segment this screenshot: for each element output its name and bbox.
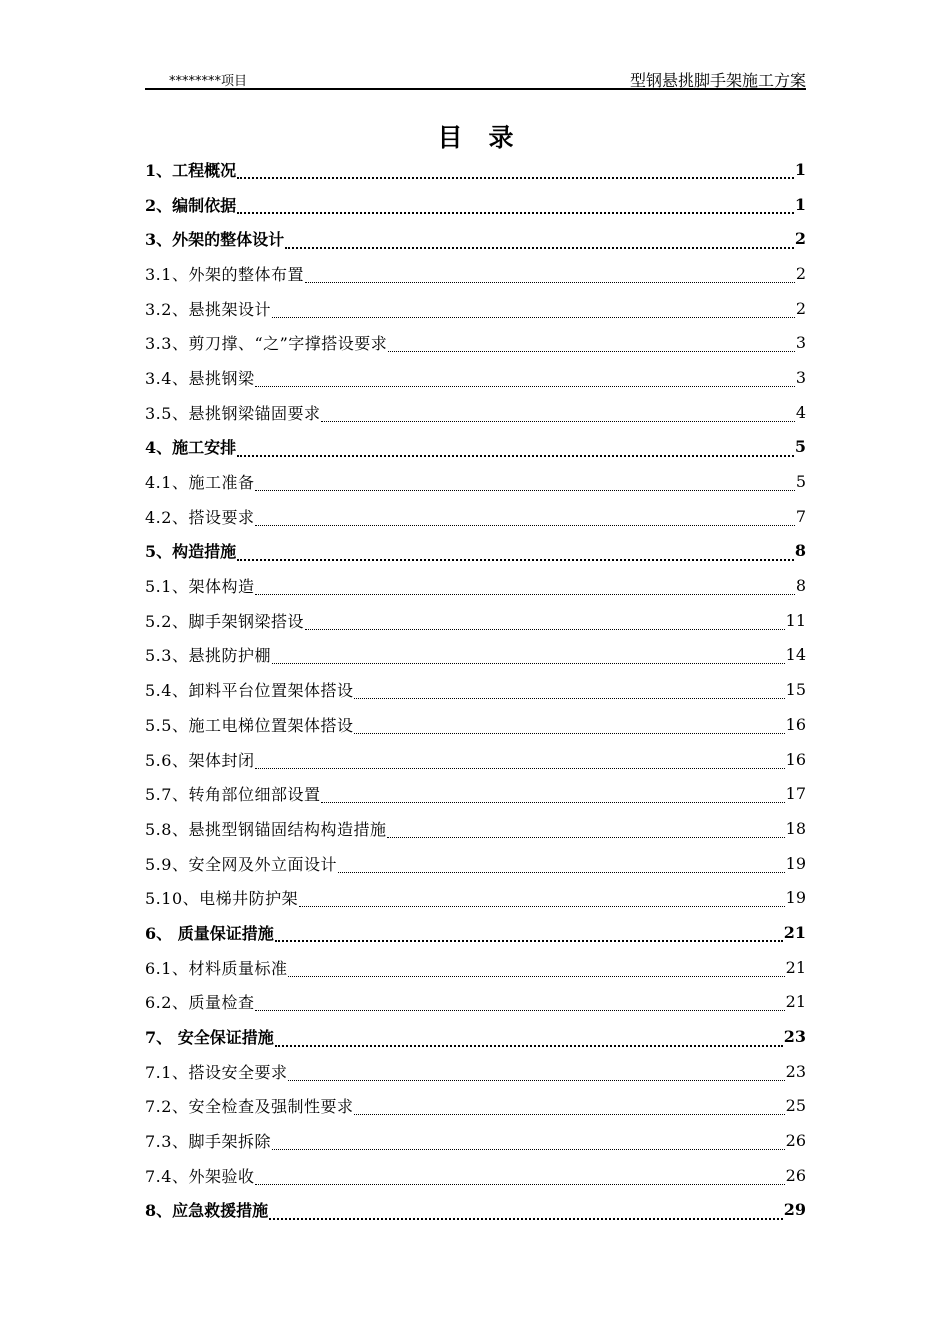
toc-entry-label: 5.10、电梯井防护架 bbox=[145, 889, 299, 909]
toc-entry-label: 5.5、施工电梯位置架体搭设 bbox=[145, 715, 354, 735]
toc-entry-label: 6、 质量保证措施 bbox=[145, 923, 274, 943]
toc-entry-page-number: 19 bbox=[785, 853, 806, 873]
toc-entry-page-number: 14 bbox=[785, 645, 806, 665]
toc-entry-page-number: 11 bbox=[785, 610, 806, 630]
toc-entry-label: 5.6、架体封闭 bbox=[145, 750, 255, 770]
toc-entry[interactable] bbox=[145, 1123, 806, 1158]
toc-entry[interactable] bbox=[145, 672, 806, 707]
toc-entry-page-number: 2 bbox=[795, 263, 806, 283]
toc-dot-leader bbox=[255, 476, 794, 491]
toc-entry-page-number: 4 bbox=[795, 402, 806, 422]
toc-dot-leader bbox=[255, 372, 794, 387]
toc-entry-page-number: 16 bbox=[785, 749, 806, 769]
toc-entry[interactable] bbox=[145, 360, 806, 395]
toc-dot-leader bbox=[387, 823, 784, 838]
toc-entry[interactable] bbox=[145, 776, 806, 811]
toc-dot-leader bbox=[275, 1031, 783, 1047]
toc-dot-leader bbox=[255, 580, 794, 595]
toc-entry[interactable] bbox=[145, 1019, 806, 1054]
toc-entry-label: 5.3、悬挑防护棚 bbox=[145, 646, 271, 666]
toc-entry[interactable] bbox=[145, 1158, 806, 1193]
toc-entry-page-number: 23 bbox=[783, 1027, 806, 1047]
toc-entry[interactable] bbox=[145, 707, 806, 742]
toc-entry-page-number: 19 bbox=[785, 888, 806, 908]
toc-entry-page-number: 5 bbox=[795, 472, 806, 492]
toc-entry-page-number: 21 bbox=[785, 992, 806, 1012]
toc-entry[interactable] bbox=[145, 568, 806, 603]
toc-entry-page-number: 17 bbox=[785, 784, 806, 804]
toc-entry-label: 4、施工安排 bbox=[145, 438, 237, 458]
toc-dot-leader bbox=[299, 892, 785, 907]
toc-entry-page-number: 21 bbox=[785, 957, 806, 977]
toc-entry-label: 5.9、安全网及外立面设计 bbox=[145, 854, 337, 874]
toc-entry-label: 3.2、悬挑架设计 bbox=[145, 299, 271, 319]
toc-dot-leader bbox=[288, 962, 784, 977]
toc-entry[interactable] bbox=[145, 638, 806, 673]
toc-entry[interactable] bbox=[145, 811, 806, 846]
toc-entry[interactable] bbox=[145, 187, 806, 222]
toc-entry-label: 5.4、卸料平台位置架体搭设 bbox=[145, 681, 354, 701]
toc-dot-leader bbox=[255, 754, 784, 769]
toc-entry[interactable] bbox=[145, 985, 806, 1020]
toc-entry-page-number: 1 bbox=[794, 159, 806, 179]
toc-entry-label: 8、应急救援措施 bbox=[145, 1201, 269, 1221]
toc-entry-label: 7.1、搭设安全要求 bbox=[145, 1062, 288, 1082]
toc-entry[interactable] bbox=[145, 499, 806, 534]
toc-dot-leader bbox=[237, 545, 794, 561]
toc-dot-leader bbox=[305, 615, 785, 630]
toc-entry-page-number: 5 bbox=[794, 437, 806, 457]
toc-entry-label: 3.3、剪刀撑、“之”字撑搭设要求 bbox=[145, 334, 388, 354]
toc-entry-page-number: 8 bbox=[794, 541, 806, 561]
toc-entry-label: 4.1、施工准备 bbox=[145, 473, 255, 493]
toc-entry-label: 3.4、悬挑钢梁 bbox=[145, 368, 255, 388]
toc-entry-page-number: 3 bbox=[795, 367, 806, 387]
toc-dot-leader bbox=[275, 926, 783, 942]
toc-dot-leader bbox=[237, 198, 794, 214]
toc-entry-page-number: 23 bbox=[785, 1061, 806, 1081]
toc-entry[interactable] bbox=[145, 395, 806, 430]
toc-entry-page-number: 8 bbox=[795, 576, 806, 596]
toc-entry-label: 4.2、搭设要求 bbox=[145, 507, 255, 527]
toc-entry-page-number: 2 bbox=[794, 229, 806, 249]
toc-dot-leader bbox=[305, 268, 795, 283]
toc-dot-leader bbox=[255, 511, 794, 526]
toc-entry-label: 7、 安全保证措施 bbox=[145, 1028, 274, 1048]
toc-entry-label: 2、编制依据 bbox=[145, 195, 237, 215]
toc-entry[interactable] bbox=[145, 603, 806, 638]
toc-entry-label: 5.7、转角部位细部设置 bbox=[145, 785, 321, 805]
toc-entry-page-number: 2 bbox=[795, 298, 806, 318]
toc-entry-page-number: 18 bbox=[785, 818, 806, 838]
toc-entry[interactable] bbox=[145, 152, 806, 187]
toc-entry[interactable] bbox=[145, 1193, 806, 1228]
toc-dot-leader bbox=[388, 337, 795, 352]
toc-dot-leader bbox=[354, 684, 784, 699]
toc-entry[interactable] bbox=[145, 1054, 806, 1089]
toc-entry[interactable] bbox=[145, 430, 806, 465]
header-project-name: ********项目 bbox=[169, 74, 248, 89]
toc-entry[interactable] bbox=[145, 325, 806, 360]
toc-entry-page-number: 3 bbox=[795, 333, 806, 353]
toc-dot-leader bbox=[272, 1135, 785, 1150]
header-document-title: 型钢悬挑脚手架施工方案 bbox=[629, 71, 806, 90]
toc-title: 目录 bbox=[437, 123, 540, 152]
toc-dot-leader bbox=[338, 858, 785, 873]
toc-entry[interactable] bbox=[145, 464, 806, 499]
toc-entry-label: 5.8、悬挑型钢锚固结构构造措施 bbox=[145, 819, 387, 839]
toc-entry-page-number: 26 bbox=[785, 1165, 806, 1185]
toc-entry[interactable] bbox=[145, 291, 806, 326]
toc-entry[interactable] bbox=[145, 221, 806, 256]
toc-dot-leader bbox=[255, 1170, 784, 1185]
toc-entry-page-number: 16 bbox=[785, 714, 806, 734]
toc-dot-leader bbox=[272, 649, 785, 664]
toc-entry-label: 6.1、材料质量标准 bbox=[145, 958, 288, 978]
toc-entry[interactable] bbox=[145, 915, 806, 950]
toc-entry-page-number: 25 bbox=[785, 1096, 806, 1116]
toc-entry-page-number: 29 bbox=[783, 1200, 806, 1220]
toc-dot-leader bbox=[255, 996, 784, 1011]
toc-dot-leader bbox=[237, 441, 794, 457]
toc-entry-label: 5、构造措施 bbox=[145, 542, 237, 562]
toc-entry-label: 7.4、外架验收 bbox=[145, 1166, 255, 1186]
toc-entry-page-number: 15 bbox=[785, 680, 806, 700]
toc-entry-label: 7.2、安全检查及强制性要求 bbox=[145, 1097, 354, 1117]
toc-dot-leader bbox=[354, 1100, 784, 1115]
toc-entry[interactable] bbox=[145, 742, 806, 777]
toc-entry[interactable] bbox=[145, 256, 806, 291]
toc-dot-leader bbox=[354, 719, 784, 734]
toc-dot-leader bbox=[285, 233, 794, 249]
toc-entry-page-number: 7 bbox=[795, 506, 806, 526]
toc-entry[interactable] bbox=[145, 1089, 806, 1124]
toc-entry-label: 1、工程概况 bbox=[145, 160, 237, 180]
toc-entry[interactable] bbox=[145, 880, 806, 915]
toc-entry[interactable] bbox=[145, 534, 806, 569]
toc-entry-label: 7.3、脚手架拆除 bbox=[145, 1132, 271, 1152]
toc-entry-label: 5.1、架体构造 bbox=[145, 577, 255, 597]
toc-entry-label: 3.1、外架的整体布置 bbox=[145, 264, 304, 284]
toc-entry-label: 6.2、质量检查 bbox=[145, 993, 255, 1013]
toc-dot-leader bbox=[321, 788, 784, 803]
table-of-contents bbox=[145, 152, 806, 1227]
toc-entry-page-number: 26 bbox=[785, 1131, 806, 1151]
toc-entry-page-number: 1 bbox=[794, 194, 806, 214]
toc-dot-leader bbox=[269, 1204, 783, 1220]
toc-entry-label: 3、外架的整体设计 bbox=[145, 230, 285, 250]
toc-dot-leader bbox=[288, 1066, 784, 1081]
toc-entry[interactable] bbox=[145, 846, 806, 881]
toc-dot-leader bbox=[321, 407, 794, 422]
toc-dot-leader bbox=[237, 163, 794, 179]
page-header bbox=[145, 66, 806, 90]
toc-entry-label: 3.5、悬挑钢梁锚固要求 bbox=[145, 403, 321, 423]
toc-dot-leader bbox=[272, 303, 795, 318]
toc-entry-label: 5.2、脚手架钢梁搭设 bbox=[145, 611, 304, 631]
toc-entry[interactable] bbox=[145, 950, 806, 985]
toc-entry-page-number: 21 bbox=[783, 922, 806, 942]
